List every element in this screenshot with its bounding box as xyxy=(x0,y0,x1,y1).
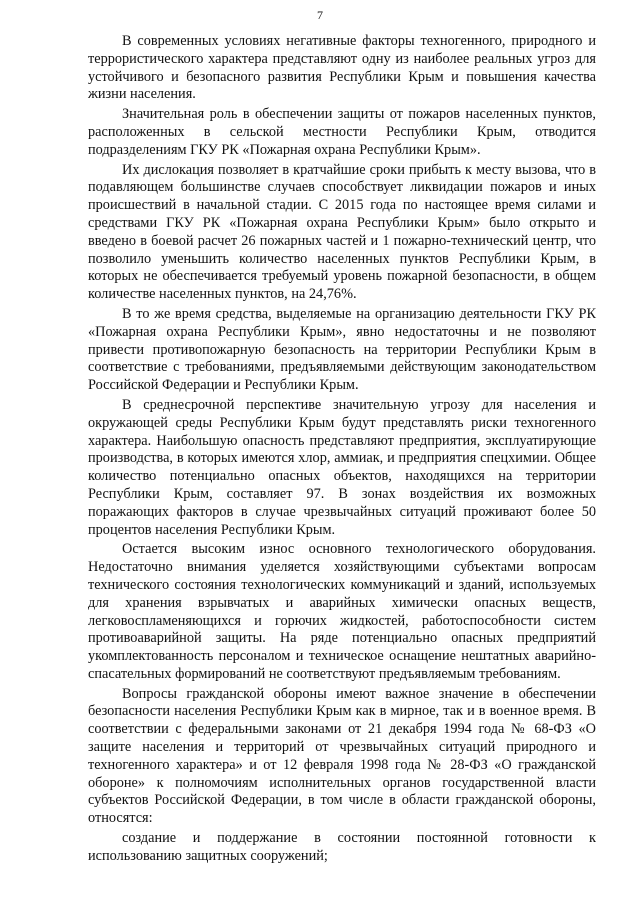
paragraph: создание и поддержание в состоянии постоянной готовности к использованию защитных сооружений; xyxy=(88,830,596,864)
page-number: 7 xyxy=(317,8,323,22)
paragraph: Их дислокация позволяет в кратчайшие сроки прибыть к месту вызова, что в подавляющем большинстве случаев способствует ликвидации пожаров и иных происшествий в начальной стадии. С 2015 года по настоящее время силами и средствами ГКУ РК «Пожарная охрана Республики Крым» было открыто и введено в боевой расчет 26 пожарных частей и 1 пожарно-технический центр, что позволило уменьшить количество населенных пунктов Республики Крым, в которых не обеспечивается требуемый уровень пожарной безопасности, в общем количестве населенных пунктов, на 24,76%. xyxy=(88,161,596,303)
paragraph: Значительная роль в обеспечении защиты от пожаров населенных пунктов, расположенных в сельской местности Республики Крым, отводится подразделениям ГКУ РК «Пожарная охрана Республики Крым». xyxy=(88,106,596,158)
paragraph: В современных условиях негативные факторы техногенного, природного и террористического характера представляют одну из наиболее реальных угроз для устойчивого и безопасного развития Республики Крым и повышения качества жизни населения. xyxy=(88,33,596,103)
paragraph: В среднесрочной перспективе значительную угрозу для населения и окружающей среды Республики Крым будут представлять риски техногенного характера. Наибольшую опасность представляют предприятия, эксплуатирующие производства, в которых имеются хлор, аммиак, и предприятия спецхимии. Общее количество потенциально опасных объектов, находящихся на территории Республики Крым, составляет 97. В зонах воздействия их возможных поражающих факторов в случае чрезвычайных ситуаций проживают более 50 процентов населения Республики Крым. xyxy=(88,396,596,538)
paragraph: Вопросы гражданской обороны имеют важное значение в обеспечении безопасности населения Республики Крым как в мирное, так и в военное время. В соответствии с федеральными законами от 21 декабря 1994 года № 68-ФЗ «О защите населения и территорий от чрезвычайных ситуаций природного и техногенного характера» и от 12 февраля 1998 года № 28-ФЗ «О гражданской обороне» к полномочиям исполнительных органов государственной власти субъектов Российской Федерации, в том числе в области гражданской обороны, относятся: xyxy=(88,685,596,827)
document-body xyxy=(88,33,596,866)
paragraph: В то же время средства, выделяемые на организацию деятельности ГКУ РК «Пожарная охрана Республики Крым», явно недостаточны и не позволяют привести противопожарную безопасность на территории Республики Крым в соответствие с требованиями, предъявляемыми действующим законодательством Российской Федерации и Республики Крым. xyxy=(88,305,596,394)
paragraph: Остается высоким износ основного технологического оборудования. Недостаточно внимания уделяется хозяйствующими субъектами вопросам технического состояния технологических коммуникаций и зданий, используемых для хранения взрывчатых и аварийных химически опасных веществ, легковоспламеняющихся и горючих жидкостей, работоспособности систем противоаварийной защиты. На ряде потенциально опасных предприятий укомплектованность персоналом и техническое оснащение нештатных аварийно-спасательных формирований не соответствуют предъявляемым требованиям. xyxy=(88,541,596,682)
